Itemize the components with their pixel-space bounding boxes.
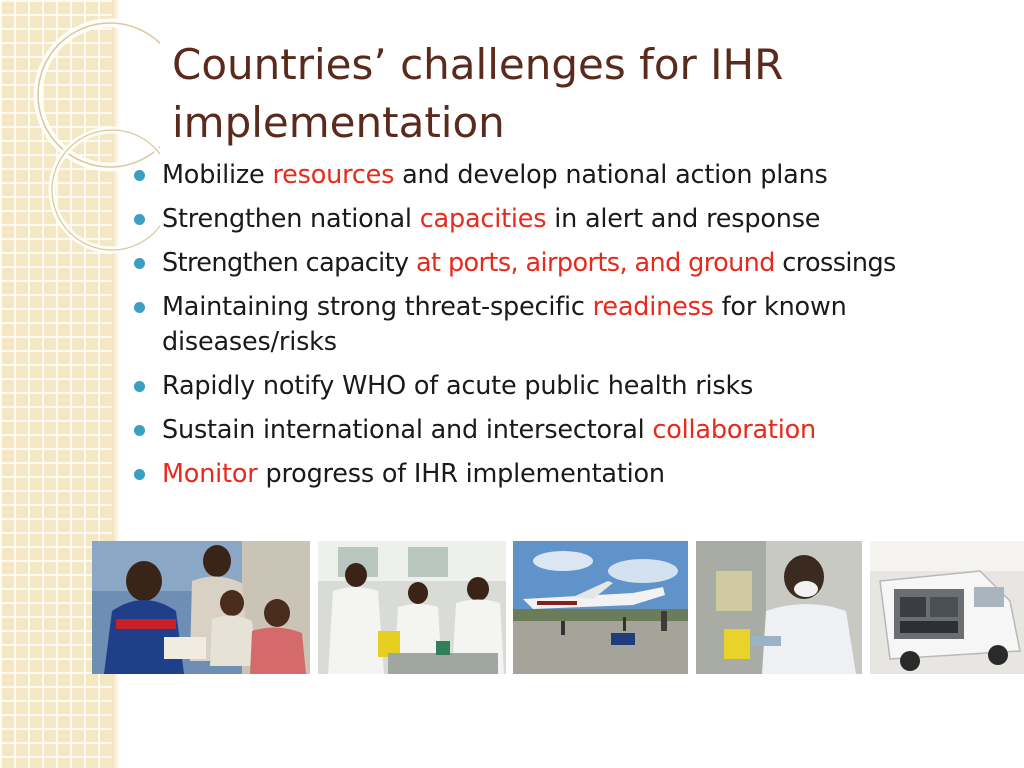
bullet-list [132,158,1017,501]
lab-technician-mask-photo [696,541,862,674]
highlight-text: capacities [419,204,547,234]
small-airplane-photo [513,541,688,674]
bullet-item: Rapidly notify WHO of acute public health risks [132,369,1017,404]
highlight-text: at ports, airports, and ground [416,248,775,278]
bullet-item: Strengthen national capacities in alert and response [132,202,1017,237]
slide-title: Countries’ challenges for IHR implementation [172,40,784,147]
laboratory-workers-photo [318,541,506,674]
bullet-item: Sustain international and intersectoral collaboration [132,413,1017,448]
bullet-item: Maintaining strong threat-specific readiness for known diseases/risks [132,290,1017,360]
highlight-text: collaboration [652,415,816,445]
highlight-text: resources [272,160,395,190]
mobile-lab-vehicle-photo [870,541,1024,674]
bullet-item: Mobilize resources and develop national action plans [132,158,1017,193]
highlight-text: readiness [592,292,714,322]
bullet-item: Strengthen capacity at ports, airports, and ground crossings [132,246,1017,281]
nurse-with-children-photo [92,541,310,674]
bullet-item: Monitor progress of IHR implementation [132,457,1017,492]
highlight-text: Monitor [162,459,258,489]
